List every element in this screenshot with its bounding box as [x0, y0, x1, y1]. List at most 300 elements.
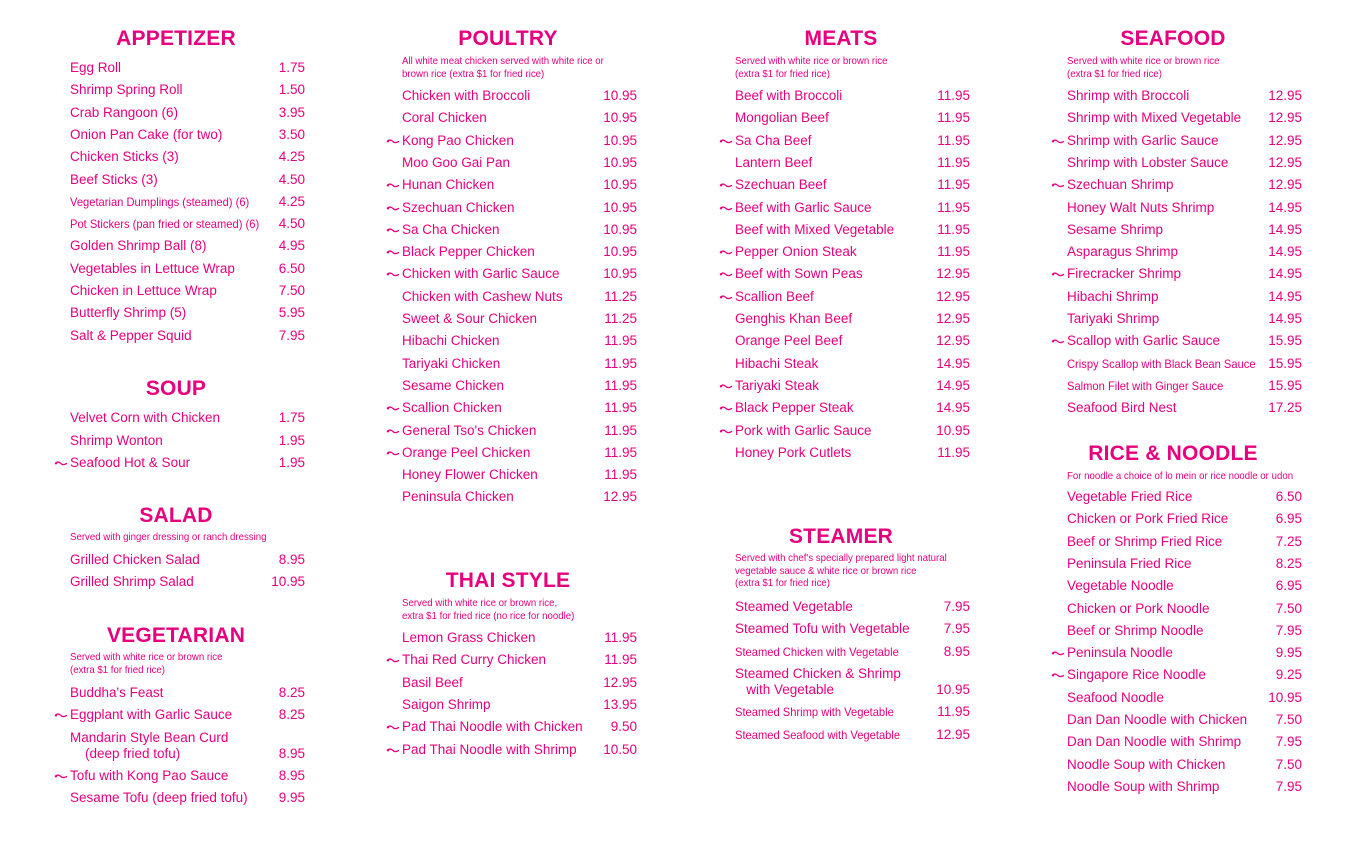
menu-item-price: 11.95	[604, 630, 637, 645]
menu-item-name: Hibachi Chicken	[402, 333, 500, 349]
chili-pepper-icon	[386, 719, 400, 735]
menu-item	[1067, 333, 1302, 349]
menu-item-name: Noodle Soup with Chicken	[1067, 756, 1226, 772]
menu-item-price: 4.50	[278, 216, 305, 232]
menu-item	[70, 574, 305, 590]
menu-item	[70, 328, 305, 344]
menu-item	[1067, 200, 1302, 216]
menu-item-name: Salmon Filet with Ginger Sauce	[1067, 378, 1224, 393]
menu-item	[70, 172, 305, 188]
menu-item-name: Eggplant with Garlic Sauce	[70, 707, 233, 723]
menu-item	[1067, 601, 1302, 617]
section-title: SOUP	[145, 377, 207, 400]
menu-item	[70, 60, 305, 76]
menu-item-name: Tariyaki Shrimp	[1067, 311, 1160, 326]
menu-item	[1067, 667, 1302, 683]
menu-item	[735, 289, 970, 305]
chili-pepper-icon	[1051, 177, 1065, 193]
menu-item	[402, 423, 637, 439]
menu-item	[735, 110, 970, 126]
menu-item-name: Sesame Tofu (deep fried tofu)	[70, 790, 248, 806]
menu-item-name: Honey Pork Cutlets	[735, 444, 852, 460]
menu-item	[402, 742, 637, 758]
menu-item	[70, 283, 305, 299]
chili-pepper-icon	[54, 455, 68, 471]
chili-pepper-icon	[386, 244, 400, 260]
menu-item-price: 15.95	[1268, 377, 1302, 393]
menu-item	[402, 697, 637, 713]
menu-item-name: Chicken with Garlic Sauce	[402, 266, 560, 282]
chili-pepper-icon	[386, 400, 400, 416]
menu-item-price: 15.95	[1268, 333, 1302, 349]
chili-pepper-icon	[386, 200, 400, 216]
menu-item	[1067, 645, 1302, 661]
menu-item	[1067, 289, 1302, 305]
section-note: Served with white rice or brown rice (extra $1 for fried rice)	[70, 651, 223, 676]
menu-item	[402, 378, 637, 394]
chili-pepper-icon	[719, 266, 733, 282]
menu-item-name: Peninsula Fried Rice	[1067, 555, 1192, 571]
menu-item	[402, 311, 637, 327]
chili-pepper-icon	[1051, 667, 1065, 683]
menu-item-name: Scallop with Garlic Sauce	[1067, 333, 1221, 349]
menu-item-price: 12.95	[1268, 132, 1302, 148]
menu-item	[402, 88, 637, 104]
menu-item	[735, 423, 970, 439]
menu-item-price: 14.95	[1268, 311, 1302, 326]
menu-item-price: 7.95	[1275, 778, 1302, 794]
menu-item-name: Moo Goo Gai Pan	[402, 154, 511, 170]
menu-item	[735, 266, 970, 282]
menu-item-price: 10.95	[603, 221, 637, 237]
menu-item-name: Black Pepper Steak	[735, 400, 854, 416]
menu-item	[1067, 155, 1302, 171]
menu-item	[1067, 177, 1302, 193]
menu-item-price: 11.95	[937, 88, 970, 103]
chili-pepper-icon	[1051, 645, 1065, 661]
menu-item-name: Golden Shrimp Ball (8)	[70, 238, 207, 254]
menu-item	[735, 333, 970, 349]
section-title: VEGETARIAN	[106, 624, 246, 647]
menu-item-price: 7.50	[1275, 600, 1302, 616]
menu-item-price: 3.50	[278, 126, 305, 142]
menu-item-name: Beef or Shrimp Noodle	[1067, 622, 1204, 638]
menu-item-price: 9.25	[1275, 667, 1302, 683]
menu-item-name: Kong Pao Chicken	[402, 132, 514, 148]
menu-item	[70, 455, 305, 471]
menu-item-name: Vegetable Fried Rice	[1067, 489, 1193, 504]
menu-item-name: Butterfly Shrimp (5)	[70, 305, 187, 321]
menu-item-price: 1.50	[278, 82, 305, 98]
menu-item-name: Steamed Chicken & Shrimp with Vegetable	[735, 665, 901, 697]
menu-item-price: 8.95	[278, 745, 305, 761]
menu-item-name: Grilled Chicken Salad	[70, 552, 200, 567]
menu-item-name: Coral Chicken	[402, 110, 487, 126]
menu-item-name: Chicken with Broccoli	[402, 88, 531, 103]
menu-item-price: 7.95	[1275, 734, 1302, 750]
menu-item	[70, 194, 305, 210]
menu-item-price: 14.95	[1268, 266, 1302, 282]
menu-item-price: 14.95	[1268, 288, 1302, 304]
section-note: Served with white rice or brown rice, extra $1 for fried rice (no rice for noodle)	[402, 597, 575, 622]
menu-item	[402, 445, 637, 461]
menu-item-name: Saigon Shrimp	[402, 696, 491, 712]
section-title: THAI STYLE	[445, 569, 571, 592]
menu-item-name: Grilled Shrimp Salad	[70, 574, 194, 589]
menu-item-price: 1.95	[278, 432, 305, 448]
menu-item	[735, 155, 970, 171]
menu-item-price: 10.95	[603, 110, 637, 126]
menu-item	[70, 82, 305, 98]
menu-item	[735, 88, 970, 104]
menu-item-name: Seafood Noodle	[1067, 689, 1164, 705]
menu-item	[1067, 623, 1302, 639]
menu-item	[735, 445, 970, 461]
menu-item-name: Beef or Shrimp Fried Rice	[1067, 533, 1223, 549]
menu-item-price: 7.95	[1275, 622, 1302, 638]
chili-pepper-icon	[386, 652, 400, 668]
menu-item	[735, 621, 970, 637]
menu-item-price: 6.95	[1275, 578, 1302, 594]
menu-item	[402, 155, 637, 171]
menu-item	[402, 489, 637, 505]
menu-item-price: 11.95	[937, 110, 970, 126]
menu-item-price: 1.75	[278, 410, 305, 425]
menu-item-price: 7.50	[278, 283, 305, 298]
menu-item-name: Steamed Chicken with Vegetable	[735, 644, 899, 659]
menu-item-name: Seafood Hot & Sour	[70, 455, 191, 470]
menu-item-price: 8.95	[278, 767, 305, 783]
menu-item	[735, 356, 970, 372]
menu-item-name: Szechuan Beef	[735, 177, 827, 193]
menu-item-name: Scallion Chicken	[402, 400, 502, 416]
menu-item-name: Orange Peel Beef	[735, 333, 843, 349]
menu-item-name: Shrimp with Garlic Sauce	[1067, 132, 1219, 148]
menu-item	[402, 177, 637, 193]
menu-item	[402, 110, 637, 126]
menu-item-price: 15.95	[1268, 355, 1302, 371]
menu-item-price: 8.25	[278, 707, 305, 723]
menu-item-name: Shrimp with Mixed Vegetable	[1067, 110, 1242, 126]
menu-item-price: 12.95	[1268, 110, 1302, 126]
menu-item-price: 11.95	[604, 652, 637, 668]
chili-pepper-icon	[1051, 133, 1065, 149]
menu-item-name: Hibachi Steak	[735, 355, 819, 371]
menu-item	[1067, 712, 1302, 728]
menu-item-price: 12.95	[1268, 177, 1302, 193]
menu-item-price: 6.50	[278, 260, 305, 276]
menu-item-price: 17.25	[1268, 400, 1302, 416]
menu-item	[1067, 378, 1302, 394]
chili-pepper-icon	[719, 133, 733, 149]
menu-item-price: 8.25	[278, 685, 305, 700]
menu-item	[1067, 779, 1302, 795]
menu-item	[402, 630, 637, 646]
menu-item-name: Velvet Corn with Chicken	[70, 410, 221, 425]
section-note: All white meat chicken served with white rice or brown rice (extra $1 for fried rice)	[402, 55, 604, 80]
menu-item-price: 4.50	[278, 171, 305, 187]
menu-item	[402, 244, 637, 260]
menu-item-price: 9.95	[278, 790, 305, 806]
menu-item-price: 11.95	[937, 154, 970, 170]
menu-item-name: Asparagus Shrimp	[1067, 244, 1179, 260]
menu-item	[70, 685, 305, 701]
section-title: SALAD	[139, 504, 213, 527]
menu-item	[735, 644, 970, 660]
menu-item-price: 3.95	[278, 104, 305, 120]
menu-item	[402, 467, 637, 483]
menu-item-name: Pad Thai Noodle with Shrimp	[402, 741, 577, 757]
menu-item-name: Shrimp with Broccoli	[1067, 88, 1190, 103]
menu-item	[70, 149, 305, 165]
chili-pepper-icon	[386, 222, 400, 238]
menu-item-price: 7.95	[278, 327, 305, 343]
menu-item-name: Black Pepper Chicken	[402, 244, 535, 260]
menu-item-name: Buddha's Feast	[70, 685, 164, 700]
menu-item-price: 4.95	[278, 238, 305, 254]
menu-item-name: Beef with Broccoli	[735, 88, 843, 103]
menu-item-price: 10.95	[603, 154, 637, 170]
menu-item	[402, 675, 637, 691]
chili-pepper-icon	[386, 266, 400, 282]
menu-item-price: 7.95	[943, 599, 970, 614]
menu-item-price: 11.95	[937, 221, 970, 237]
menu-item-name: Sesame Chicken	[402, 377, 505, 393]
menu-item-price: 14.95	[936, 400, 970, 416]
menu-item-name: Honey Walt Nuts Shrimp	[1067, 199, 1215, 215]
menu-item-price: 7.95	[943, 621, 970, 637]
menu-item	[735, 704, 970, 720]
menu-item-price: 7.25	[1275, 533, 1302, 549]
menu-item	[1067, 534, 1302, 550]
menu-item-name: Beef with Sown Peas	[735, 266, 863, 282]
chili-pepper-icon	[386, 423, 400, 439]
menu-item	[70, 768, 305, 784]
menu-item	[1067, 511, 1302, 527]
menu-item-price: 9.50	[610, 719, 637, 735]
menu-item-price: 6.95	[1275, 511, 1302, 527]
chili-pepper-icon	[1051, 266, 1065, 282]
menu-item-price: 8.95	[943, 643, 970, 659]
menu-item-name: Honey Flower Chicken	[402, 467, 538, 483]
section-title: SEAFOOD	[1120, 27, 1226, 50]
chili-pepper-icon	[719, 177, 733, 193]
menu-item-name: Shrimp Spring Roll	[70, 82, 183, 98]
menu-item-name: Mongolian Beef	[735, 110, 829, 126]
section-note: Served with chef's specially prepared light natural vegetable sauce & white rice or brown rice (extra $1 for fried rice)	[735, 552, 947, 589]
menu-item-price: 1.95	[278, 455, 305, 470]
menu-item-price: 12.95	[1268, 88, 1302, 103]
menu-item-price: 12.95	[936, 288, 970, 304]
menu-item-price: 10.95	[1268, 689, 1302, 705]
menu-item	[735, 244, 970, 260]
menu-item-price: 11.95	[604, 444, 637, 460]
section-title: RICE & NOODLE	[1088, 442, 1258, 465]
menu-item	[735, 200, 970, 216]
menu-item-name: Tofu with Kong Pao Sauce	[70, 767, 229, 783]
menu-item	[1067, 578, 1302, 594]
menu-item-price: 11.95	[604, 355, 637, 371]
menu-item-price: 14.95	[936, 377, 970, 393]
menu-item-price: 4.25	[278, 193, 305, 209]
menu-item	[735, 727, 970, 743]
menu-item	[402, 266, 637, 282]
menu-item-name: Vegetables in Lettuce Wrap	[70, 260, 235, 276]
menu-item-price: 11.25	[604, 311, 637, 326]
menu-item-name: Vegetarian Dumplings (steamed) (6)	[70, 194, 250, 209]
menu-item-price: 11.95	[604, 333, 637, 349]
menu-item-price: 8.25	[1275, 555, 1302, 571]
menu-item	[402, 133, 637, 149]
menu-item	[70, 790, 305, 806]
menu-item-name: Hibachi Shrimp	[1067, 288, 1159, 304]
menu-item-name: Orange Peel Chicken	[402, 444, 531, 460]
menu-item-price: 11.95	[604, 400, 637, 416]
menu-item-price: 14.95	[936, 355, 970, 371]
menu-item-name: Beef with Garlic Sauce	[735, 199, 872, 215]
menu-item-price: 11.95	[937, 444, 970, 460]
menu-item	[1067, 690, 1302, 706]
menu-item-price: 5.95	[278, 305, 305, 321]
menu-item-name: Beef with Mixed Vegetable	[735, 221, 895, 237]
menu-item	[402, 356, 637, 372]
menu-item	[1067, 489, 1302, 505]
menu-item	[735, 599, 970, 615]
chili-pepper-icon	[386, 742, 400, 758]
menu-item	[1067, 222, 1302, 238]
menu-item-price: 11.95	[937, 132, 970, 148]
section-note: Served with white rice or brown rice (extra $1 for fried rice)	[735, 55, 888, 80]
menu-item	[1067, 356, 1302, 372]
menu-item	[70, 410, 305, 426]
menu-item	[735, 666, 970, 698]
menu-item	[1067, 244, 1302, 260]
menu-item	[735, 378, 970, 394]
menu-item-price: 9.95	[1275, 645, 1302, 661]
menu-item-price: 7.50	[1275, 712, 1302, 727]
menu-item	[1067, 400, 1302, 416]
section-title: STEAMER	[788, 525, 894, 548]
chili-pepper-icon	[1051, 333, 1065, 349]
chili-pepper-icon	[719, 244, 733, 260]
menu-item-name: Sesame Shrimp	[1067, 221, 1164, 237]
menu-item	[70, 305, 305, 321]
menu-item-name: General Tso's Chicken	[402, 422, 537, 438]
menu-item-price: 7.50	[1275, 756, 1302, 772]
menu-item	[402, 333, 637, 349]
menu-item-price: 14.95	[1268, 221, 1302, 237]
menu-item	[1067, 311, 1302, 327]
menu-item-name: Steamed Seafood with Vegetable	[735, 727, 901, 742]
menu-item	[1067, 757, 1302, 773]
menu-item	[402, 289, 637, 305]
menu-item	[1067, 110, 1302, 126]
menu-item	[735, 400, 970, 416]
section-note: For noodle a choice of lo mein or rice noodle or udon	[1067, 470, 1294, 482]
menu-item-name: Tariyaki Steak	[735, 377, 820, 393]
menu-item-name: Peninsula Noodle	[1067, 645, 1173, 661]
menu-item-name: Onion Pan Cake (for two)	[70, 126, 223, 142]
menu-item-price: 13.95	[603, 696, 637, 712]
menu-item-name: Beef Sticks (3)	[70, 171, 158, 187]
menu-item-name: Singapore Rice Noodle	[1067, 667, 1206, 683]
section-note: Served with white rice or brown rice (extra $1 for fried rice)	[1067, 55, 1220, 80]
menu-item-name: Szechuan Shrimp	[1067, 177, 1174, 193]
menu-item-price: 10.95	[603, 244, 637, 260]
chili-pepper-icon	[54, 707, 68, 723]
menu-item	[70, 216, 305, 232]
menu-item-price: 10.95	[936, 681, 970, 697]
menu-item	[1067, 266, 1302, 282]
menu-item	[70, 261, 305, 277]
menu-item-name: Dan Dan Noodle with Chicken	[1067, 712, 1248, 727]
menu-item-price: 11.25	[604, 288, 637, 304]
menu-item-price: 11.95	[604, 377, 637, 393]
menu-item-price: 11.95	[937, 704, 970, 720]
menu-item-name: Szechuan Chicken	[402, 199, 515, 215]
menu-item-name: Vegetable Noodle	[1067, 578, 1174, 594]
menu-item-price: 10.95	[603, 266, 637, 282]
menu-item-name: Pad Thai Noodle with Chicken	[402, 719, 583, 735]
menu-item-name: Sa Cha Beef	[735, 132, 812, 148]
menu-item	[735, 222, 970, 238]
menu-item-name: Noodle Soup with Shrimp	[1067, 778, 1220, 794]
chili-pepper-icon	[719, 200, 733, 216]
menu-item-price: 11.95	[604, 467, 637, 483]
menu-item-name: Sweet & Sour Chicken	[402, 311, 538, 326]
menu-item-price: 12.95	[936, 726, 970, 742]
menu-item	[735, 311, 970, 327]
menu-item-name: Salt & Pepper Squid	[70, 327, 192, 343]
menu-item-name: Steamed Shrimp with Vegetable	[735, 705, 894, 720]
menu-item	[1067, 734, 1302, 750]
menu-item	[70, 127, 305, 143]
menu-item-name: Basil Beef	[402, 674, 463, 690]
menu-item-price: 10.50	[603, 741, 637, 757]
menu-item-price: 11.95	[937, 199, 970, 215]
menu-item	[70, 238, 305, 254]
menu-item-price: 10.95	[271, 574, 305, 589]
menu-item-name: Egg Roll	[70, 60, 122, 75]
section-title: MEATS	[804, 27, 878, 50]
menu-item	[402, 400, 637, 416]
menu-item-name: Lemon Grass Chicken	[402, 630, 536, 645]
menu-item	[70, 552, 305, 568]
menu-item	[402, 719, 637, 735]
menu-item-price: 1.75	[278, 60, 305, 75]
menu-item-name: Tariyaki Chicken	[402, 355, 501, 371]
menu-item-price: 11.95	[937, 244, 970, 260]
menu-item-price: 10.95	[603, 199, 637, 215]
menu-item-price: 12.95	[603, 489, 637, 505]
section-title: APPETIZER	[116, 27, 236, 50]
chili-pepper-icon	[719, 378, 733, 394]
menu-item-price: 12.95	[603, 674, 637, 690]
chili-pepper-icon	[719, 400, 733, 416]
menu-item-price: 10.95	[936, 422, 970, 438]
menu-item-price: 10.95	[603, 132, 637, 148]
menu-item-name: Peninsula Chicken	[402, 489, 514, 505]
menu-item-name: Pork with Garlic Sauce	[735, 422, 872, 438]
menu-item	[70, 433, 305, 449]
menu-item	[1067, 556, 1302, 572]
chili-pepper-icon	[386, 133, 400, 149]
chili-pepper-icon	[719, 289, 733, 305]
menu-item-price: 12.95	[936, 266, 970, 282]
menu-item-name: Dan Dan Noodle with Shrimp	[1067, 734, 1242, 750]
menu-item-name: Lantern Beef	[735, 154, 813, 170]
menu-item-name: Shrimp Wonton	[70, 432, 163, 448]
